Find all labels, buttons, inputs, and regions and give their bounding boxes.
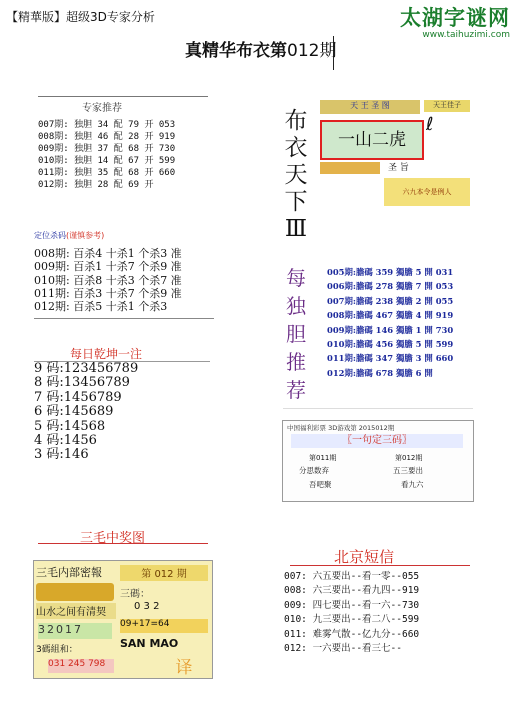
daily-heading: 每日乾坤一注 — [70, 347, 143, 361]
position-heading: 定位杀码 — [34, 231, 66, 240]
poem-left-issue: 第011期 — [309, 454, 337, 462]
expert-heading: 专家推荐 — [82, 103, 122, 114]
list-item: 8 码:13456789 — [34, 375, 130, 391]
poem-right-issue: 第012期 — [395, 454, 423, 462]
logo-name: 太湖字谜网 — [400, 6, 510, 30]
list-item: 010期: 独胆 14 配 67 开 599 — [38, 156, 176, 166]
list-item: 008期: 百杀4 十杀1 个杀3 准 — [34, 247, 182, 260]
tiger-top-label: 天 王 圣 图 — [320, 100, 420, 114]
logo-url: www.taihuzimi.com — [422, 30, 510, 40]
sanmao-combo-value: 031 245 798 — [48, 659, 114, 673]
divider — [34, 318, 214, 319]
list-item: 012期:膽碼 678 獨膽 6 開 — [327, 367, 433, 378]
list-item: 012期: 独胆 28 配 69 开 — [38, 180, 154, 190]
list-item: 007期:膽碼 238 獨膽 2 開 055 — [327, 295, 454, 306]
list-item: 007: 六五要出--看一零--055 — [284, 571, 420, 582]
poem-top: 中国福利彩票 3D游戏第 2015012期 — [287, 424, 395, 432]
poem-left-l1: 分思数弃 — [299, 466, 329, 475]
position-panel — [34, 230, 224, 330]
position-note: (谨慎参考) — [66, 231, 105, 240]
sanmao-stamp: 译 — [175, 658, 193, 675]
divider — [290, 565, 470, 566]
list-item: 007期: 独胆 34 配 79 开 053 — [38, 120, 176, 130]
list-item: 4 码:1456 — [34, 433, 97, 449]
sanmao-inner-title: 三毛内部密報 — [36, 566, 102, 579]
list-item: 010期:膽碼 456 獨膽 5 開 599 — [327, 339, 454, 350]
list-item: 3 码:146 — [34, 447, 89, 463]
list-item: 012: 一六要出--看三七-- — [284, 643, 402, 655]
page-title — [185, 36, 337, 70]
list-item: 6 码:145689 — [34, 404, 114, 420]
list-item: 009: 四七要出--看一六--730 — [284, 599, 420, 611]
tiger-image — [318, 100, 470, 208]
sanmao-three-label: 三碼： — [120, 589, 150, 599]
list-item: 9 码:123456789 — [34, 361, 139, 376]
beijing-list — [284, 570, 419, 656]
single-vertical: 每独胆推荐 — [286, 266, 306, 402]
list-item: 008期:膽碼 467 獨膽 4 開 919 — [327, 310, 454, 321]
list-item: 008期: 独胆 46 配 28 开 919 — [38, 132, 176, 142]
title-issue: 012期 — [287, 41, 337, 61]
list-item: 009期:膽碼 146 獨膽 1 開 730 — [327, 324, 454, 335]
divider — [38, 543, 208, 544]
list-item: 7 码:1456789 — [34, 389, 122, 405]
position-list — [34, 247, 224, 313]
tiger-main: 一山二虎 — [320, 120, 424, 160]
list-item: 010期: 百杀8 十杀3 个杀7 准 — [34, 273, 182, 287]
list-item: 009期: 独胆 37 配 68 开 730 — [38, 144, 176, 154]
tiger-right-top: 天王佳子 — [424, 100, 470, 112]
title-text: 真精华布衣第 — [185, 41, 287, 61]
site-logo[interactable] — [400, 2, 510, 40]
tiger-right-bottom: 六九本令是例人 — [384, 178, 470, 206]
sanmao-badge — [36, 583, 114, 601]
signature-icon: ℓ — [426, 114, 434, 135]
list-item: 011期:膽碼 347 獨膽 3 開 660 — [327, 353, 454, 364]
list-item: 5 码:14568 — [34, 418, 106, 434]
daily-panel — [34, 345, 214, 470]
poem-banner: 〖一句定三码〗 — [291, 434, 463, 448]
sanmao-image — [33, 560, 213, 679]
sanmao-three-value: 0 3 2 — [134, 601, 160, 612]
list-item: 009期: 百杀1 十杀7 个杀9 准 — [34, 260, 182, 274]
page-header: 【精華版】超级3D专家分析 — [6, 10, 155, 24]
list-item: 005期:膽碼 359 獨膽 5 開 031 — [327, 267, 454, 277]
daily-list — [34, 362, 138, 463]
sanmao-brand: SAN MAO — [120, 637, 179, 650]
list-item: 010: 九三要出--看二八--599 — [284, 614, 420, 626]
list-item: 011: 难雾气散--亿九分--660 — [284, 628, 420, 640]
poem-right-l1: 五三要出 — [393, 466, 423, 475]
tiger-bottom-label: 圣 旨 — [388, 163, 409, 173]
expert-list — [38, 119, 175, 191]
buyi-vertical: 布衣天下Ⅲ — [284, 108, 308, 242]
poem-left-l2: 吾吧聚 — [309, 480, 332, 489]
beijing-heading: 北京短信 — [334, 548, 395, 566]
sanmao-left-code: 32017 — [38, 623, 112, 639]
list-item: 006期:膽碼 278 獨膽 7 開 053 — [327, 281, 454, 292]
sanmao-combo-label: 3碼組和： — [36, 645, 78, 655]
list-item: 011期: 独胆 35 配 68 开 660 — [38, 168, 176, 178]
sanmao-issue: 第 012 期 — [120, 565, 208, 581]
divider — [283, 408, 473, 409]
list-item: 012期: 百杀5 十杀1 个杀3 — [34, 300, 168, 314]
tiger-strip — [320, 162, 380, 174]
poem-card — [282, 420, 474, 502]
expert-panel — [38, 96, 208, 209]
sanmao-date: 09+17=64 — [120, 619, 208, 633]
position-heading-row — [34, 230, 224, 241]
sanmao-heading: 三毛中奖图 — [80, 531, 146, 546]
list-item: 011期: 百杀3 十杀7 个杀9 准 — [34, 286, 182, 300]
poem-right-l2: 看九六 — [401, 480, 424, 489]
sanmao-slogan: 山水之间有清契 — [36, 603, 116, 619]
single-list — [327, 265, 473, 380]
list-item: 008: 六三要出--看九四--919 — [284, 585, 420, 597]
